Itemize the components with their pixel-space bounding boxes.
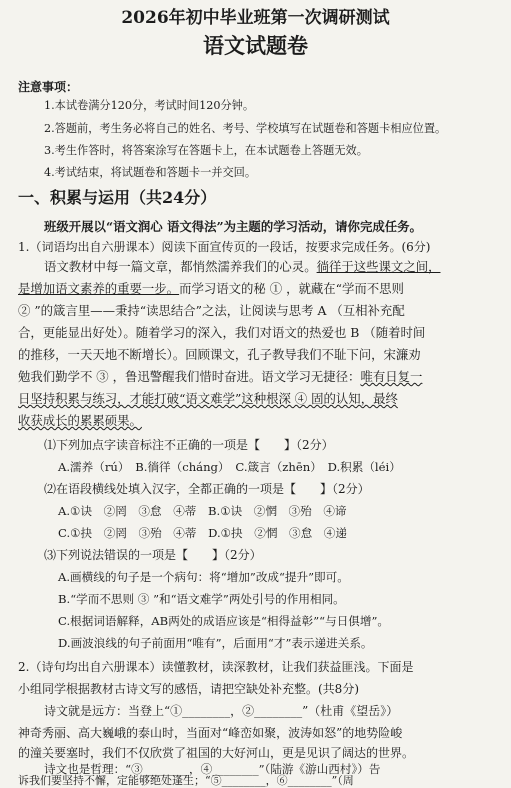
sub-question-option: C.根据词语解释，AB两处的成语应该是“相得益彰”“与日俱增”。 — [58, 614, 389, 628]
q2-line: 诗文也是哲理：“③________，④________”（陆游《游山西村》）告 — [44, 762, 381, 776]
sub-question-option: D.画波浪线的句子前面用“唯有”，后面用“才”表示递进关系。 — [58, 636, 373, 650]
wavy-text: 日坚持积累与练习，才能打破“语文难学”这种根深 ④ 固的认知，最终 — [18, 391, 398, 406]
passage-line — [18, 412, 142, 430]
q2-line: 诉我们要坚持不懈，定能够绝处逢生；“⑤________，⑥________”（周 — [18, 774, 354, 787]
notice-title: 注意事项： — [18, 80, 79, 94]
activity-intro: 班级开展以“语文润心 语文得法”为主题的学习活动，请你完成任务。 — [44, 219, 422, 234]
q2-line: 诗文就是远方：当登上“①________，②________”（杜甫《望岳》） — [44, 704, 399, 718]
sub-question-option: A.画横线的句子是一个病句：将“增加”改成“提升”即可。 — [58, 570, 349, 584]
sub-question-options: A.濡养（rú） B.徜徉（cháng） C.箴言（zhēn） D.积累（léi） — [58, 460, 401, 474]
passage-line: 的推移，一天天地不断增长）。回顾课文，孔子教导我们不耻下问，宋濂劝 — [18, 347, 421, 362]
passage-line — [18, 368, 422, 386]
passage-line — [18, 280, 404, 298]
q1-heading: 1.（词语均出自六册课本）阅读下面宣传页的一段话，按要求完成任务。(6分) — [18, 240, 431, 254]
passage-text: 而学习语文的秘 ① ，就藏在“学而不思则 — [179, 281, 404, 296]
passage-line — [44, 258, 441, 276]
section-heading: 一、积累与运用（共24分） — [18, 188, 217, 207]
wavy-text: 唯有日复一 — [360, 369, 423, 384]
q2-line: 小组同学根据教材古诗文写的感悟，请把空缺处补充整。(共8分) — [18, 682, 360, 696]
q2-line: 神奇秀丽、高大巍峨的泰山时，当面对“峰峦如聚，波涛如怒”的地势险峻 — [18, 726, 403, 740]
sub-question-option: B.“学而不思则 ③ ”和“语文难学”两处引号的作用相同。 — [58, 592, 345, 606]
passage-line — [18, 390, 398, 408]
exam-subtitle: 语文试题卷 — [203, 33, 308, 58]
passage-text: 语文教材中每一篇文章，都悄然濡养我们的心灵。 — [44, 259, 317, 274]
sub-question-options: A.①诀 ②罔 ③怠 ④蒂 B.①诀 ②惘 ③殆 ④谛 — [58, 504, 347, 518]
sub-question-stem: ⑵在语段横线处填入汉字，全都正确的一项是【 】（2分） — [44, 482, 370, 496]
passage-text: 勉我们勤学不 ③ ，鲁迅警醒我们惜时奋进。语文学习无捷径： — [18, 369, 361, 384]
sub-question-stem: ⑶下列说法错误的一项是【 】（2分） — [44, 548, 262, 562]
q2-line: 的潼关要塞时，我们不仅欣赏了祖国的大好河山，更是见识了阔达的世界。 — [18, 746, 415, 760]
exam-title: 2026年初中毕业班第一次调研测试 — [121, 8, 390, 28]
underlined-text: 是增加语文素养的重要一步。 — [18, 281, 180, 296]
passage-line: ② ”的箴言里——秉持“读思结合”之法，让阅读与思考 A （互相补充配 — [18, 303, 405, 318]
notice-item: 3.考生作答时，将答案涂写在答题卡上，在本试题卷上答题无效。 — [44, 144, 368, 157]
sub-question-stem: ⑴下列加点字读音标注不正确的一项是【 】（2分） — [44, 438, 334, 452]
notice-item: 1.本试卷满分120分，考试时间120分钟。 — [44, 99, 255, 112]
notice-item: 2.答题前，考生务必将自己的姓名、考号、学校填写在试题卷和答题卡相应位置。 — [44, 122, 447, 135]
q2-line: 2.（诗句均出自六册课本）读懂教材，读深教材，让我们获益匪浅。下面是 — [18, 660, 414, 674]
wavy-text: 收获成长的累累硕果。 — [18, 413, 142, 428]
underlined-text: 徜徉于这些课文之间， — [316, 259, 441, 274]
passage-line: 合，更能显出好处）。随着学习的深入，我们对语文的热爱也 B （随着时间 — [18, 325, 426, 340]
sub-question-options: C.①抉 ②罔 ③殆 ④蒂 D.①抉 ②惘 ③怠 ④递 — [58, 526, 347, 540]
notice-item: 4.考试结束，将试题卷和答题卡一并交回。 — [44, 166, 257, 179]
